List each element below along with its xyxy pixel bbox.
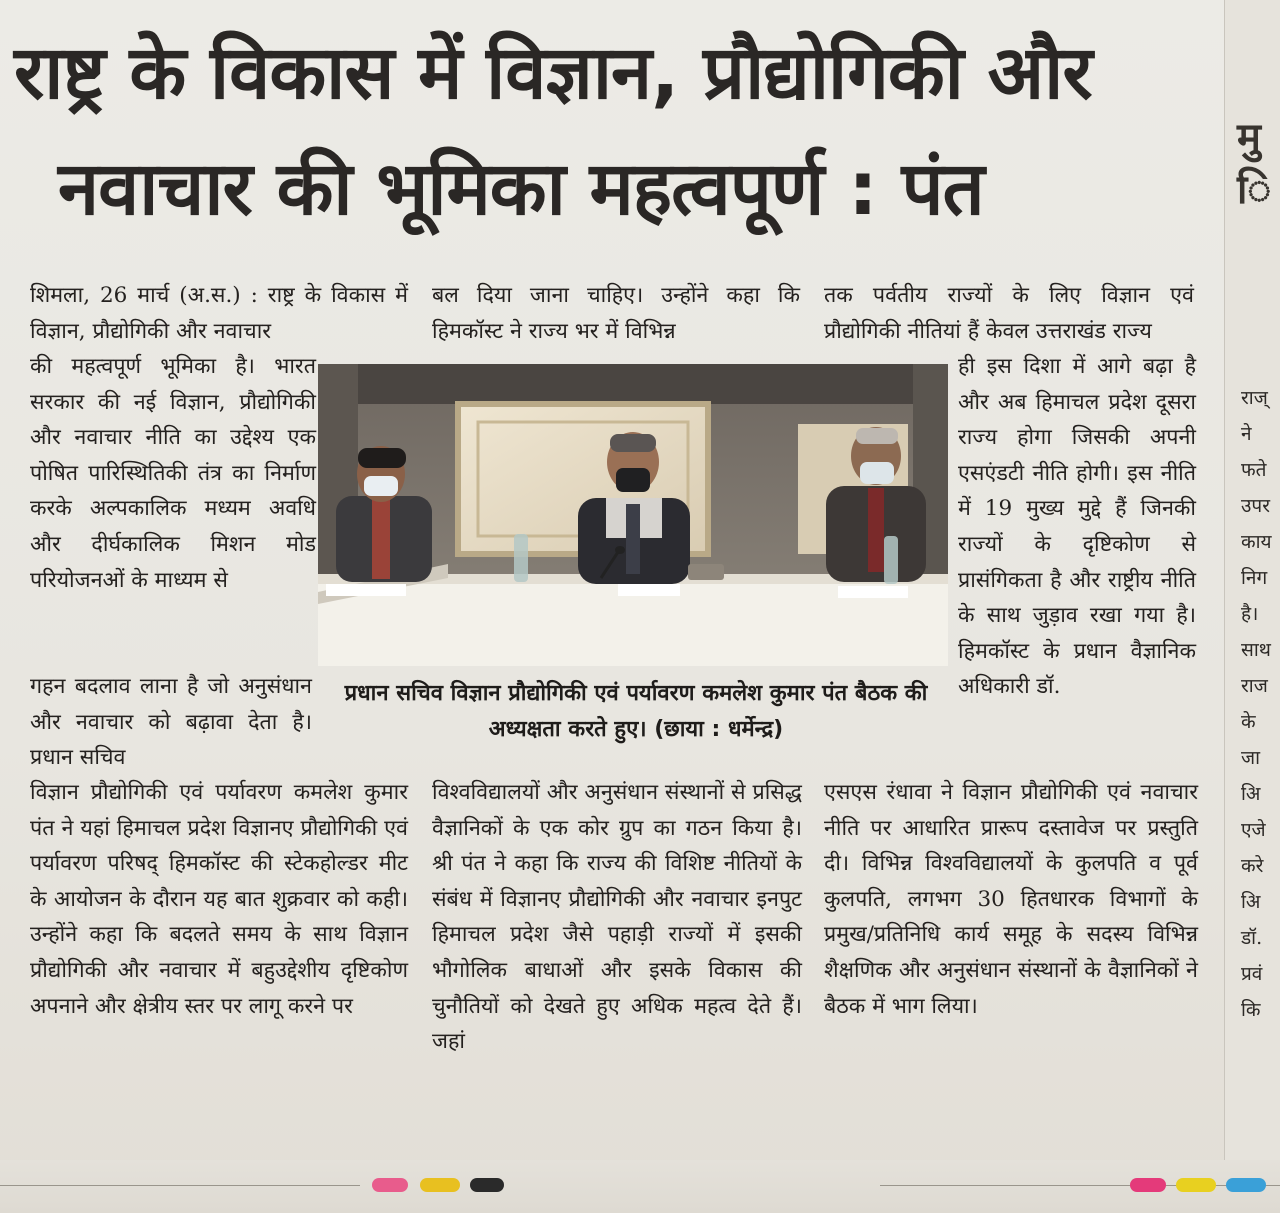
- side-text-lines: [1241, 380, 1272, 1028]
- photo-caption: प्रधान सचिव विज्ञान प्रौद्योगिकी एवं पर्यावरण कमलेश कुमार पंत बैठक की अध्यक्षता करते हुए। (छाया : धर्मेन्द्र): [344, 681, 928, 742]
- side-line: फते: [1241, 459, 1267, 481]
- article-col1-bottom: विज्ञान प्रौद्योगिकी एवं पर्यावरण कमलेश कुमार पंत ने यहां हिमाचल प्रदेश विज्ञानए प्रौद्योगिकी एवं पर्यावरण परिषद् हिमकॉस्ट की स्टेकहोल्डर मीट के आयोजन के दौरान यह बात शुक्रवार को कही। उन्होंने कहा कि बदलते समय के साथ विज्ञान प्रौद्योगिकी और नवाचार में बहुउद्देशीय दृष्टिकोण अपनाने और क्षेत्रीय स्तर पर लागू करने पर: [30, 780, 408, 1019]
- page-footer: [0, 1160, 1280, 1213]
- side-line: जा: [1241, 747, 1261, 769]
- article-col2-bottom: विश्वविद्यालयों और अनुसंधान संस्थानों से प्रसिद्ध वैज्ञानिकों के एक कोर ग्रुप का गठन किया है। श्री पंत ने कहा कि राज्य की विशिष्ट नीतियों के संबंध में विज्ञानए प्रौद्योगिकी और नवाचार इनपुट हिमाचल प्रदेश जैसे पहाड़ी राज्यों में इसकी भौगोलिक बाधाओं और इसके विकास की चुनौतियों को देखते हुए अधिक महत्व देते हैं। जहां: [432, 780, 802, 1055]
- side-line: डॉ.: [1241, 927, 1263, 949]
- side-line: कि: [1241, 999, 1261, 1021]
- article-col1-beside-photo: की महत्वपूर्ण भूमिका है। भारत सरकार की नई विज्ञान, प्रौद्योगिकी और नवाचार नीति का उद्देश्य एक पोषित पारिस्थितिकी तंत्र का निर्माण करके अल्पकालिक मध्यम अवधि और दीर्घकालिक मिशन मोड परियोजनओं के माध्यम से: [30, 354, 316, 593]
- article-col3-beside-photo: ही इस दिशा में आगे बढ़ा है और अब हिमाचल प्रदेश दूसरा राज्य होगा जिसकी अपनी एसएंडटी नीति होगी। इस नीति में 19 मुख्य मुद्दे हैं जिनकी राज्यों के दृष्टिकोण से प्रासंगिकता है और राष्ट्रीय नीति के साथ जुड़ाव रखा गया है। हिमकॉस्ट के प्रधान वैज्ञानिक अधिकारी डॉ.: [958, 354, 1196, 700]
- footer-left-rule: [0, 1185, 360, 1186]
- side-line: उपर: [1241, 495, 1270, 517]
- side-heading-fragment-1: मु: [1237, 115, 1261, 161]
- side-line: है।: [1241, 603, 1259, 625]
- article-col1-top: शिमला, 26 मार्च (अ.स.) : राष्ट्र के विकास में विज्ञान, प्रौद्योगिकी और नवाचार: [30, 283, 408, 344]
- headline-line-1: राष्ट्र के विकास में विज्ञान, प्रौद्योगिकी और: [14, 30, 1092, 116]
- side-line: एजे: [1241, 819, 1266, 841]
- side-line: प्रवं: [1241, 963, 1263, 985]
- headline-line-2: नवाचार की भूमिका महत्वपूर्ण : पंत: [58, 146, 984, 232]
- side-line: अि: [1241, 891, 1261, 913]
- registration-mark-magenta: [372, 1178, 408, 1192]
- article-col2-top: बल दिया जाना चाहिए। उन्होंने कहा कि हिमकॉस्ट ने राज्य भर में विभिन्न: [432, 283, 800, 344]
- adjacent-column: [1224, 0, 1280, 1213]
- footer-right-rule: [880, 1185, 1280, 1186]
- side-line: करे: [1241, 855, 1264, 877]
- registration-mark-magenta-right: [1130, 1178, 1166, 1192]
- article-col3-bottom: एसएस रंधावा ने विज्ञान प्रौद्योगिकी एवं नवाचार नीति पर आधारित प्रारूप दस्तावेज पर प्रस्तुति दी। विभिन्न विश्वविद्यालयों के कुलपति व पूर्व कुलपति, लगभग 30 हितधारक विभागों के प्रमुख/प्रतिनिधि कार्य समूह के सदस्य विभिन्न शैक्षणिक और अनुसंधान संस्थानों के वैज्ञानिकों ने बैठक में भाग लिया।: [824, 780, 1198, 1019]
- side-line: ने: [1241, 423, 1252, 445]
- article-col1-beside-caption: गहन बदलाव लाना है जो अनुसंधान और नवाचार को बढ़ावा देता है। प्रधान सचिव: [30, 674, 312, 771]
- registration-mark-yellow-right: [1176, 1178, 1216, 1192]
- side-line: साथ: [1241, 639, 1271, 661]
- side-line: अि: [1241, 783, 1261, 805]
- registration-mark-cyan-right: [1226, 1178, 1266, 1192]
- registration-mark-black: [470, 1178, 504, 1192]
- side-line: राज्: [1241, 387, 1268, 409]
- side-line: काय: [1241, 531, 1272, 553]
- side-line: निग: [1241, 567, 1268, 589]
- meeting-photo-illustration: [318, 364, 948, 666]
- meeting-photo: [318, 364, 948, 666]
- side-line: के: [1241, 711, 1256, 733]
- article-col3-top: तक पर्वतीय राज्यों के लिए विज्ञान एवं प्रौद्योगिकी नीतियां हैं केवल उत्तराखंड राज्य: [824, 283, 1194, 344]
- side-line: राज: [1241, 675, 1268, 697]
- side-heading-fragment-2: ि: [1237, 167, 1272, 213]
- registration-mark-yellow: [420, 1178, 460, 1192]
